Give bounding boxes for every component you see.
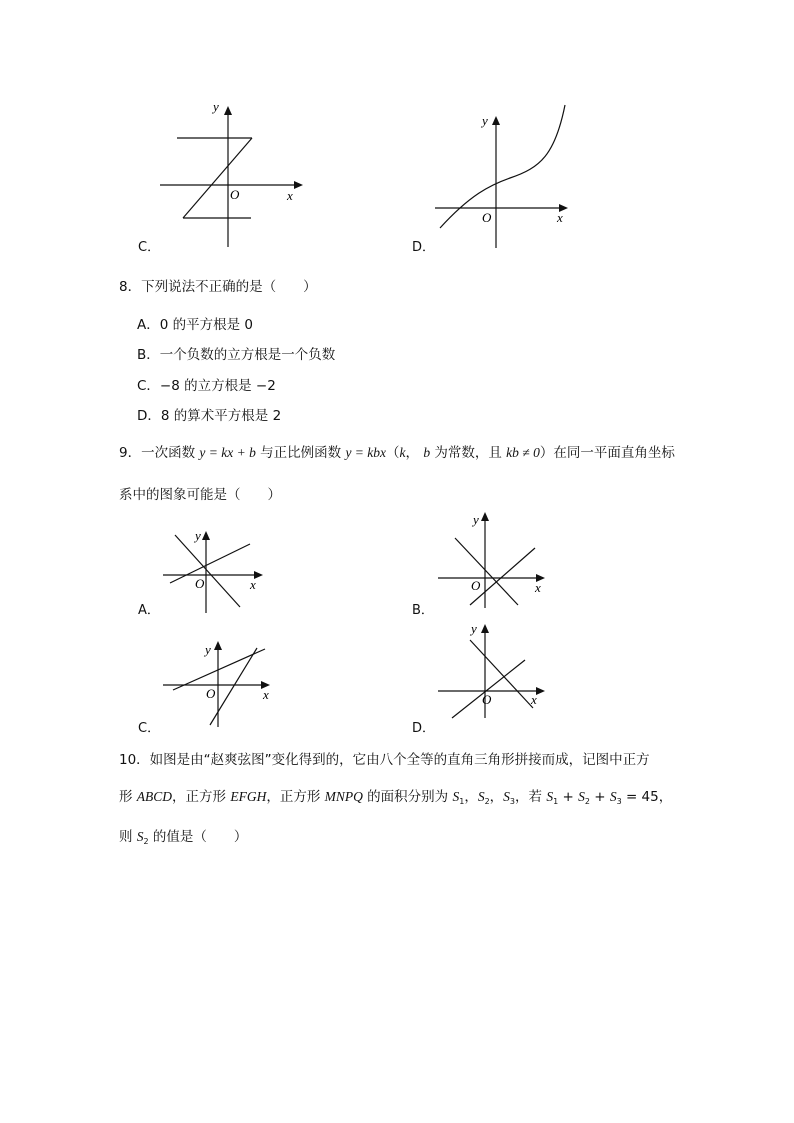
graph-option-c-q9 bbox=[155, 635, 280, 730]
graph-option-a-q9 bbox=[155, 525, 275, 615]
x-axis-label: x bbox=[250, 577, 256, 592]
y-axis-label: y bbox=[482, 113, 488, 128]
y-axis-label: y bbox=[195, 528, 201, 543]
origin-label: O bbox=[482, 210, 492, 225]
question-10-line3: 则 $S_2$ 的值是（ ） bbox=[119, 829, 248, 846]
option-d-label-q7: D． bbox=[412, 240, 436, 255]
graph-option-b-q9 bbox=[430, 510, 555, 610]
equation-linear: y = kx + b bbox=[199, 445, 256, 460]
option-c-label-q9: C． bbox=[138, 721, 161, 736]
origin-label: O bbox=[230, 187, 240, 202]
y-axis-label: y bbox=[473, 512, 479, 527]
y-axis-label: y bbox=[205, 642, 211, 657]
graph-option-c-q7 bbox=[155, 100, 315, 250]
x-axis-label: x bbox=[557, 210, 563, 225]
option-d-label-q9: D． bbox=[412, 721, 436, 736]
question-8-option-d: D．8 的算术平方根是 2 bbox=[137, 408, 282, 424]
question-10-line2: 形 ABCD，正方形 EFGH，正方形 MNPQ 的面积分别为 $S_1$，$S_2$，$S_3$，若 $S_1 + S_2 + S_3 = 45$， bbox=[119, 789, 673, 806]
question-9-stem-line1: 9．一次函数 y = kx + b 与正比例函数 y = kbx（k， b 为常数，且 kb ≠ 0）在同一平面直角坐标 bbox=[119, 445, 675, 461]
x-axis-label: x bbox=[531, 692, 537, 707]
origin-label: O bbox=[206, 686, 216, 701]
x-axis-label: x bbox=[287, 188, 293, 203]
option-c-label-q7: C． bbox=[138, 240, 161, 255]
origin-label: O bbox=[195, 576, 205, 591]
origin-label: O bbox=[482, 692, 492, 707]
y-axis-label: y bbox=[471, 621, 477, 636]
question-10-line1: 10．如图是由“赵爽弦图”变化得到的，它由八个全等的直角三角形拼接而成，记图中正方 bbox=[119, 752, 650, 768]
equation-proportional: y = kbx bbox=[345, 445, 387, 460]
origin-label: O bbox=[471, 578, 481, 593]
option-a-label-q9: A． bbox=[138, 603, 160, 618]
question-9-stem-line2: 系中的图象可能是（ ） bbox=[119, 487, 281, 503]
graph-option-d-q9 bbox=[430, 620, 555, 720]
question-8-option-c: C．−8 的立方根是 −2 bbox=[137, 378, 276, 394]
y-axis-label: y bbox=[213, 99, 219, 114]
x-axis-label: x bbox=[263, 687, 269, 702]
question-8-stem: 8．下列说法不正确的是（ ） bbox=[119, 279, 317, 295]
option-b-label-q9: B． bbox=[412, 603, 434, 618]
graph-option-d-q7 bbox=[430, 100, 580, 250]
x-axis-label: x bbox=[535, 580, 541, 595]
question-8-option-b: B．一个负数的立方根是一个负数 bbox=[137, 347, 336, 363]
question-8-option-a: A．0 的平方根是 0 bbox=[137, 317, 253, 333]
condition: kb ≠ 0 bbox=[506, 445, 540, 460]
